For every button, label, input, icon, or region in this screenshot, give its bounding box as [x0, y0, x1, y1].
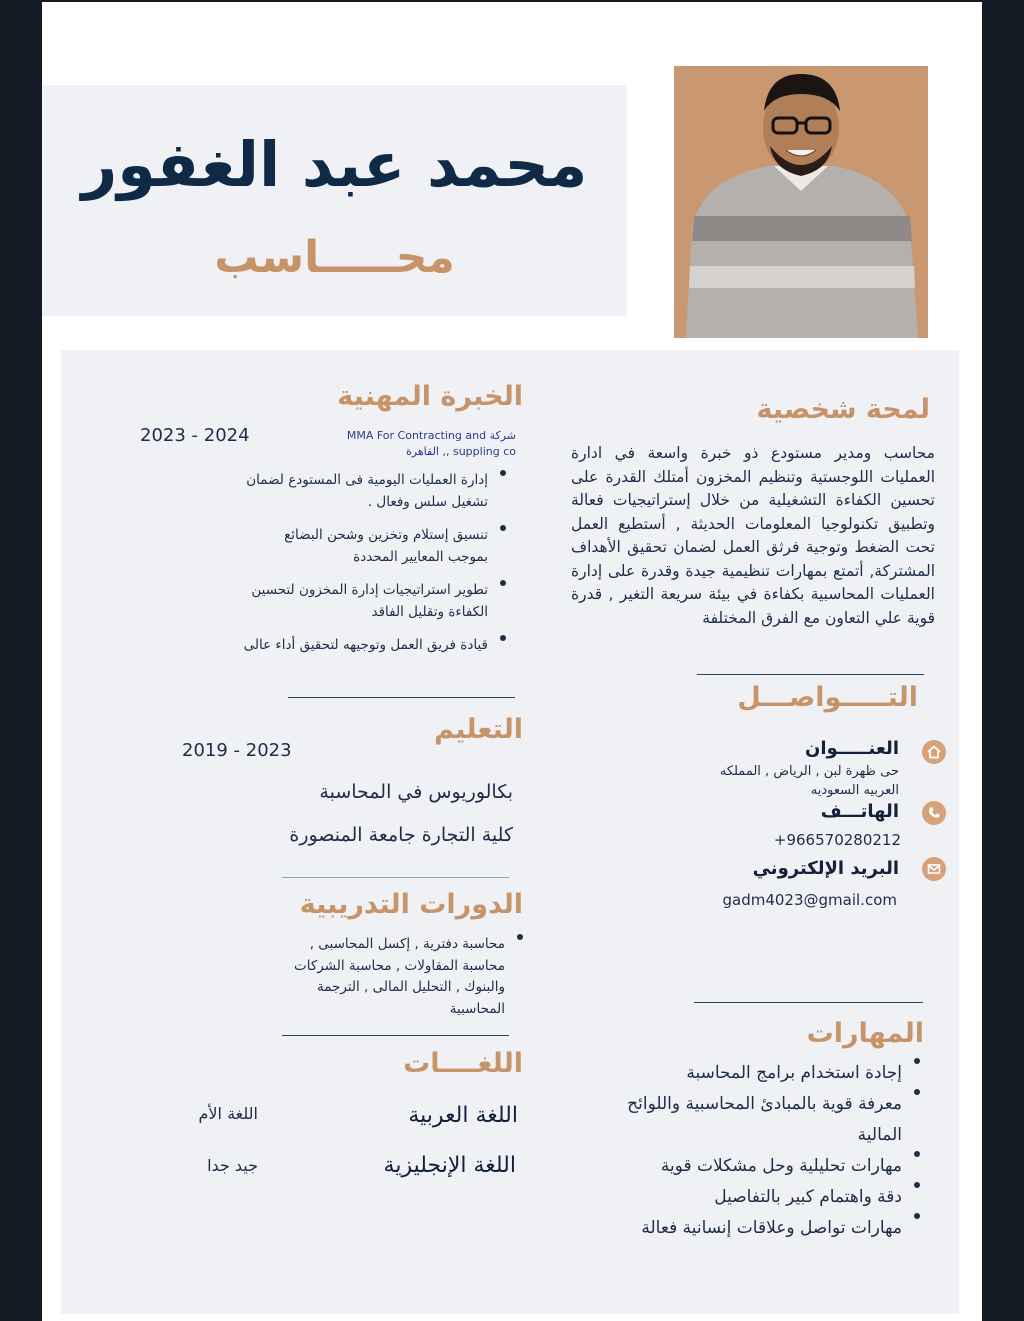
person-portrait-image [674, 66, 928, 338]
language-level: اللغة الأم [198, 1104, 258, 1123]
experience-item: إدارة العمليات اليومية فى المستودع لضمان تشغيل سلس وفعال . [240, 470, 508, 513]
phone-value[interactable]: +966570280212 [773, 831, 901, 849]
experience-item: تطوير استراتيجيات إدارة المخزون لتحسين الكفاءة وتقليل الفاقد [240, 580, 508, 623]
language-name: اللغة الإنجليزية [383, 1153, 516, 1178]
email-label: البريد الإلكتروني [752, 858, 899, 879]
divider [282, 877, 509, 878]
course-item: محاسبة دفترية , إكسل المحاسبى , محاسبة المقاولات , محاسبة الشركات والبنوك , التحليل المالى , الترجمة المحاسبية [270, 934, 525, 1020]
address-label: العنـــــوان [804, 738, 899, 759]
skills-heading: المهارات [806, 1018, 924, 1049]
phone-icon [922, 801, 946, 825]
job-title: محـــــاسب [214, 232, 455, 283]
courses-heading: الدورات التدريبية [299, 889, 523, 920]
profile-photo [674, 66, 928, 338]
profile-heading: لمحة شخصية [756, 394, 930, 425]
language-level: جيد جدا [207, 1156, 258, 1175]
divider [697, 674, 924, 675]
education-heading: التعليم [434, 714, 523, 745]
phone-label: الهاتـــف [820, 801, 899, 822]
experience-item: تنسيق إستلام وتخزين وشحن البضائع بموجب المعايير المحددة [240, 525, 508, 568]
experience-heading: الخبرة المهنية [337, 381, 523, 412]
skill-item: معرفة قوية بالمبادئ المحاسبية واللوائح المالية [590, 1089, 922, 1151]
full-name: محمد عبد الغفور [81, 128, 588, 201]
skill-item: مهارات تحليلية وحل مشكلات قوية [590, 1151, 922, 1182]
skills-list [590, 1058, 922, 1244]
contact-heading: التـــــواصـــل [737, 682, 918, 713]
language-name: اللغة العربية [408, 1103, 518, 1128]
education-period: 2019 - 2023 [182, 740, 292, 761]
courses-list [270, 934, 525, 1020]
email-value[interactable]: gadm4023@gmail.com [722, 891, 897, 909]
divider [282, 1035, 509, 1036]
divider [288, 697, 515, 698]
experience-period: 2023 - 2024 [140, 425, 250, 446]
profile-text: محاسب ومدير مستودع ذو خبرة واسعة في ادارة العمليات اللوجستية وتنظيم المخزون أمتلك القدرة على تحسين الكفاءة التشغيلية من خلال إستراتيجيات فعالة وتطبيق تكنولوجيا المعلومات الحديثة , أستطيع العمل تحت الضغط وتوجية فرثق العمل لضمان تحقيق الأهداف المشتركة, أتمتع بمهارات تنظيمية جيدة وقدرة على إدارة العمليات المحاسبية بكفاءة في بيئة سريعة التغير , قدرة قوية علي التعاون مع الفرق المختلفة [571, 444, 935, 627]
skill-item: إجادة استخدام برامج المحاسبة [590, 1058, 922, 1089]
languages-heading: اللغــــات [403, 1048, 523, 1079]
divider [694, 1002, 923, 1003]
experience-company: شركة MMA For Contracting and suppling co ,, القاهرة [346, 429, 516, 458]
skill-item: مهارات تواصل وعلاقات إنسانية فعالة [590, 1213, 922, 1244]
address-value: حى ظهرة لبن , الرياض , المملكه العربيه السعوديه [719, 764, 899, 798]
experience-item: قيادة فريق العمل وتوجيهه لتحقيق أداء عالى [240, 635, 508, 657]
home-icon [922, 740, 946, 764]
mail-icon [922, 857, 946, 881]
experience-list [240, 470, 508, 657]
skill-item: دقة واهتمام كبير بالتفاصيل [590, 1182, 922, 1213]
education-degree: بكالوريوس في المحاسبة [319, 781, 513, 803]
education-institution: كلية التجارة جامعة المنصورة [289, 824, 513, 846]
